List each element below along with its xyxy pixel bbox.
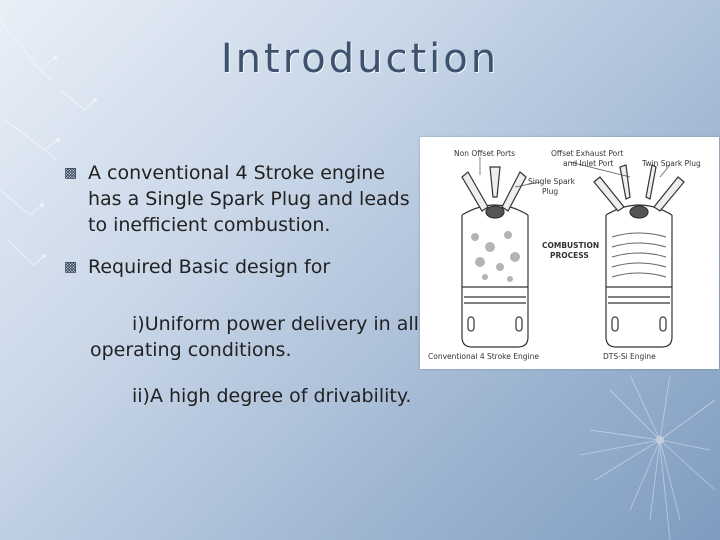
caption-dts-si-engine: DTS-Si Engine [603,352,656,361]
label-inlet-port: and Inlet Port [563,159,614,168]
label-process: PROCESS [550,251,589,260]
bullet-list [62,160,422,280]
conventional-engine-cylinder [462,205,528,347]
bullet-text: Required Basic design for [88,256,331,278]
sub-item: i)Uniform power delivery in all operating conditions. [90,313,419,361]
bullet-text: A conventional 4 Stroke engine has a Single Spark Plug and leads to inefficient combustion. [88,162,410,236]
engine-comparison-figure [420,137,719,369]
bullet-item [62,254,422,280]
label-offset-exhaust-port: Offset Exhaust Port [551,149,624,158]
slide-title: Introduction [220,36,500,82]
label-plug: Plug [542,187,559,196]
flame-pattern-left [471,231,520,282]
label-combustion: COMBUSTION [542,241,600,250]
caption-conventional-engine: Conventional 4 Stroke Engine [428,352,539,361]
square-bullet-icon: ▩ [64,259,78,275]
swirl-pattern-right [612,233,666,277]
sub-item: ii)A high degree of drivability. [132,385,412,407]
square-bullet-icon: ▩ [64,165,78,181]
label-twin-spark-plug: Twin Spark Plug [642,159,701,168]
label-non-offset-ports: Non Offset Ports [454,149,516,158]
dandelion-decoration-right [550,370,720,540]
bullet-item [62,160,422,238]
label-single-spark: Single Spark [528,177,575,186]
